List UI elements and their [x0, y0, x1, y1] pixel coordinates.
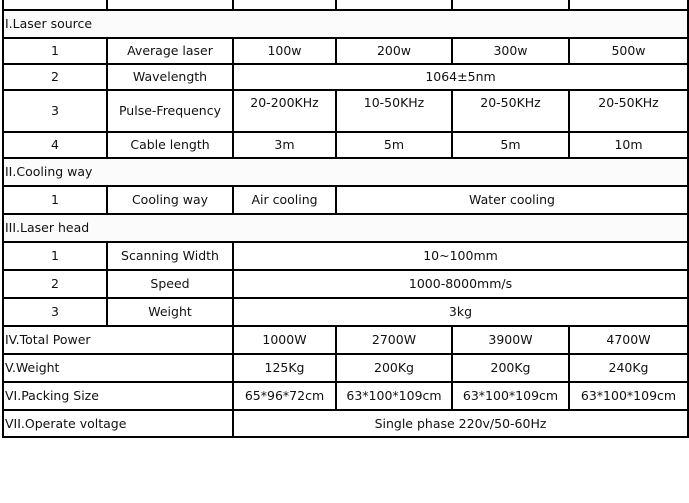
- row-label-scanning-width: Scanning Width: [107, 242, 233, 270]
- table-row-wavelength: [3, 64, 688, 90]
- row-label-speed: Speed: [107, 270, 233, 298]
- table-row-head-weight: [3, 298, 688, 326]
- row-label-packing-size: VI.Packing Size: [3, 382, 233, 410]
- table-row-weight: [3, 354, 688, 382]
- cell-wavelength: 1064±5nm: [233, 64, 688, 90]
- cell-operate-voltage: Single phase 220v/50-60Hz: [233, 410, 688, 437]
- table-row-speed: [3, 270, 688, 298]
- cell-total-power-1: 1000W: [233, 326, 336, 354]
- table-top-edge-row: [3, 0, 688, 10]
- cell-cable-length-3: 5m: [452, 132, 569, 158]
- cell-cable-length-1: 3m: [233, 132, 336, 158]
- cell-pulse-frequency-2: 10-50KHz: [336, 90, 452, 132]
- cell-packing-size-4: 63*100*109cm: [569, 382, 688, 410]
- cell-packing-size-3: 63*100*109cm: [452, 382, 569, 410]
- row-number: 1: [3, 38, 107, 64]
- row-label-total-power: IV.Total Power: [3, 326, 233, 354]
- row-number: 1: [3, 242, 107, 270]
- row-label-cable-length: Cable length: [107, 132, 233, 158]
- section-title-cooling-way: II.Cooling way: [3, 158, 688, 186]
- table-row-operate-voltage: [3, 410, 688, 437]
- row-label-pulse-frequency: Pulse-Frequency: [107, 90, 233, 132]
- section-row-laser-head: [3, 214, 688, 242]
- laser-spec-table: [2, 0, 689, 438]
- cell-average-laser-4: 500w: [569, 38, 688, 64]
- row-number: 2: [3, 270, 107, 298]
- row-number: 1: [3, 186, 107, 214]
- table-row-cable-length: [3, 132, 688, 158]
- row-label-cooling-way: Cooling way: [107, 186, 233, 214]
- row-number: 3: [3, 90, 107, 132]
- cell-average-laser-3: 300w: [452, 38, 569, 64]
- row-number: 3: [3, 298, 107, 326]
- cell-packing-size-2: 63*100*109cm: [336, 382, 452, 410]
- cell-weight-4: 240Kg: [569, 354, 688, 382]
- row-label-wavelength: Wavelength: [107, 64, 233, 90]
- section-row-laser-source: [3, 10, 688, 38]
- cell-cable-length-4: 10m: [569, 132, 688, 158]
- cell-pulse-frequency-3: 20-50KHz: [452, 90, 569, 132]
- row-label-weight: V.Weight: [3, 354, 233, 382]
- cell-average-laser-2: 200w: [336, 38, 452, 64]
- table-row-average-laser: [3, 38, 688, 64]
- section-title-laser-head: III.Laser head: [3, 214, 688, 242]
- table-row-pulse-frequency: [3, 90, 688, 132]
- table-row-scanning-width: [3, 242, 688, 270]
- row-label-head-weight: Weight: [107, 298, 233, 326]
- table-row-cooling-way: [3, 186, 688, 214]
- cell-weight-3: 200Kg: [452, 354, 569, 382]
- table-row-packing-size: [3, 382, 688, 410]
- section-title-laser-source: I.Laser source: [3, 10, 688, 38]
- cell-water-cooling: Water cooling: [336, 186, 688, 214]
- cell-pulse-frequency-1: 20-200KHz: [233, 90, 336, 132]
- cell-air-cooling: Air cooling: [233, 186, 336, 214]
- row-number: 4: [3, 132, 107, 158]
- table-row-total-power: [3, 326, 688, 354]
- cell-speed: 1000-8000mm/s: [233, 270, 688, 298]
- cell-head-weight: 3kg: [233, 298, 688, 326]
- section-row-cooling-way: [3, 158, 688, 186]
- cell-scanning-width: 10~100mm: [233, 242, 688, 270]
- row-label-operate-voltage: VII.Operate voltage: [3, 410, 233, 437]
- cell-cable-length-2: 5m: [336, 132, 452, 158]
- cell-total-power-2: 2700W: [336, 326, 452, 354]
- cell-average-laser-1: 100w: [233, 38, 336, 64]
- cell-weight-1: 125Kg: [233, 354, 336, 382]
- cell-total-power-4: 4700W: [569, 326, 688, 354]
- cell-pulse-frequency-4: 20-50KHz: [569, 90, 688, 132]
- row-number: 2: [3, 64, 107, 90]
- cell-packing-size-1: 65*96*72cm: [233, 382, 336, 410]
- cell-total-power-3: 3900W: [452, 326, 569, 354]
- row-label-average-laser: Average laser: [107, 38, 233, 64]
- cell-weight-2: 200Kg: [336, 354, 452, 382]
